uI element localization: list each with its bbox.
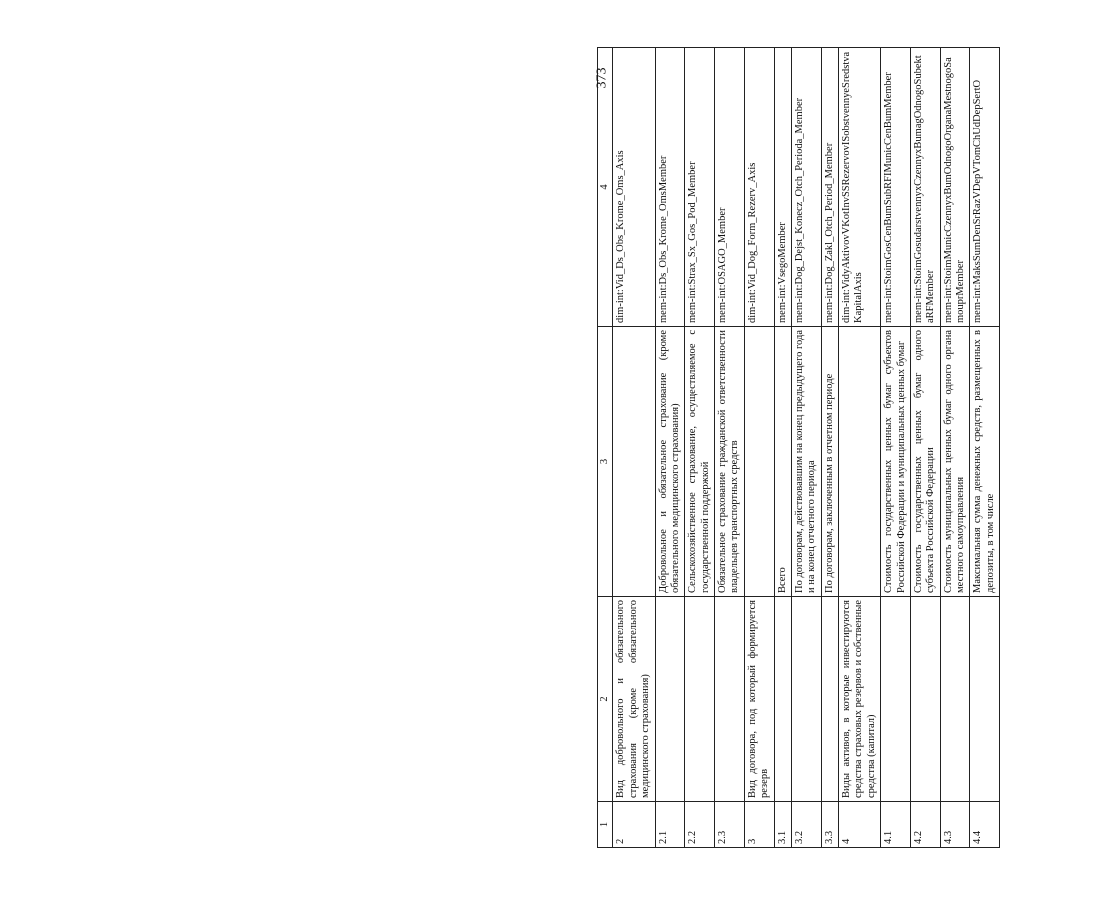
table-row [970, 48, 1000, 848]
row-code: mem-int:StoimGosCenBumSubRFIMunicCenBumMember [881, 48, 911, 327]
table-row [744, 48, 774, 848]
row-description: Всего [774, 327, 791, 597]
row-code: mem-int:VsegoMember [774, 48, 791, 327]
header-col-4: 4 [598, 48, 613, 327]
row-number: 3.3 [821, 802, 838, 848]
row-category [715, 597, 745, 802]
row-description [744, 327, 774, 597]
row-description [613, 327, 655, 597]
header-col-1: 1 [598, 802, 613, 848]
row-code: mem-int:StoimMunicCzennyxBumOdnogoOrganaMestnogoSamouprMember [940, 48, 970, 327]
table-row [655, 48, 685, 848]
row-number: 3.1 [774, 802, 791, 848]
row-number: 2.2 [685, 802, 715, 848]
row-category [940, 597, 970, 802]
row-description: Сельскохозяйственное страхование, осуществляемое с государственной поддержкой [685, 327, 715, 597]
table-row [910, 48, 940, 848]
row-description: Максимальная сумма денежных средств, размещенных в депозиты, в том числе [970, 327, 1000, 597]
table-row [821, 48, 838, 848]
row-number: 4.1 [881, 802, 911, 848]
row-category [685, 597, 715, 802]
table-body [613, 48, 1000, 848]
row-number: 4.4 [970, 802, 1000, 848]
row-description: Стоимость государственных ценных бумаг одного субъекта Российской Федерации [910, 327, 940, 597]
row-category: Виды активов, в которые инвестируются средства страховых резервов и собственные средства (капитал) [839, 597, 881, 802]
header-col-2: 2 [598, 597, 613, 802]
row-code: dim-int:Vid_Ds_Obs_Krome_Oms_Axis [613, 48, 655, 327]
row-category [821, 597, 838, 802]
page-number: 373 [594, 67, 610, 89]
row-code: mem-int:Dog_Dejst_Konecz_Otch_Perioda_Member [791, 48, 821, 327]
row-number: 3.2 [791, 802, 821, 848]
row-description: Обязательное страхование гражданской ответственности владельцев транспортных средств [715, 327, 745, 597]
row-number: 4.3 [940, 802, 970, 848]
row-description: Стоимость государственных ценных бумаг субъектов Российской Федерации и муниципальных ценных бумаг [881, 327, 911, 597]
row-code: dim-int:Vid_Dog_Form_Rezerv_Axis [744, 48, 774, 327]
row-category [655, 597, 685, 802]
row-description: Добровольное и обязательное страхование (кроме обязательного медицинского страхования) [655, 327, 685, 597]
rotated-table-area [594, 48, 1097, 848]
row-number: 4 [839, 802, 881, 848]
row-code: dim-int:VidyAktivovVKotInvSSRezervovISobstvennyeSredstvaKapitalAxis [839, 48, 881, 327]
header-row [598, 48, 613, 848]
row-code: mem-int:Dog_Zakl_Otch_Period_Member [821, 48, 838, 327]
table-row [685, 48, 715, 848]
table-row [881, 48, 911, 848]
table-row [791, 48, 821, 848]
row-description: По договорам, действовавшим на конец предыдущего года и на конец отчетного периода [791, 327, 821, 597]
row-code: mem-int:OSAGO_Member [715, 48, 745, 327]
row-number: 2.1 [655, 802, 685, 848]
row-code: mem-int:MaksSumDenSrRazVDepVTomChUdDepSertO [970, 48, 1000, 327]
row-category: Вид договора, под который формируется резерв [744, 597, 774, 802]
header-col-3: 3 [598, 327, 613, 597]
row-code: mem-int:Ds_Obs_Krome_OmsMember [655, 48, 685, 327]
row-description [839, 327, 881, 597]
row-description: По договорам, заключенным в отчетном периоде [821, 327, 838, 597]
row-category [970, 597, 1000, 802]
row-category [910, 597, 940, 802]
row-number: 4.2 [910, 802, 940, 848]
row-description: Стоимость муниципальных ценных бумаг одного органа местного самоуправления [940, 327, 970, 597]
taxonomy-table [594, 47, 1000, 848]
row-number: 2.3 [715, 802, 745, 848]
table-row [839, 48, 881, 848]
table-row [940, 48, 970, 848]
row-category [791, 597, 821, 802]
table-row [715, 48, 745, 848]
row-category [774, 597, 791, 802]
row-category: Вид добровольного и обязательного страхования (кроме обязательного медицинского страхования) [613, 597, 655, 802]
row-category [881, 597, 911, 802]
row-number: 3 [744, 802, 774, 848]
table-row [613, 48, 655, 848]
table-row [774, 48, 791, 848]
row-code: mem-int:StoimGosudarstvennyxCzennyxBumagOdnogoSubektaRFMember [910, 48, 940, 327]
row-number: 2 [613, 802, 655, 848]
row-code: mem-int:Strax_Sx_Gos_Pod_Member [685, 48, 715, 327]
